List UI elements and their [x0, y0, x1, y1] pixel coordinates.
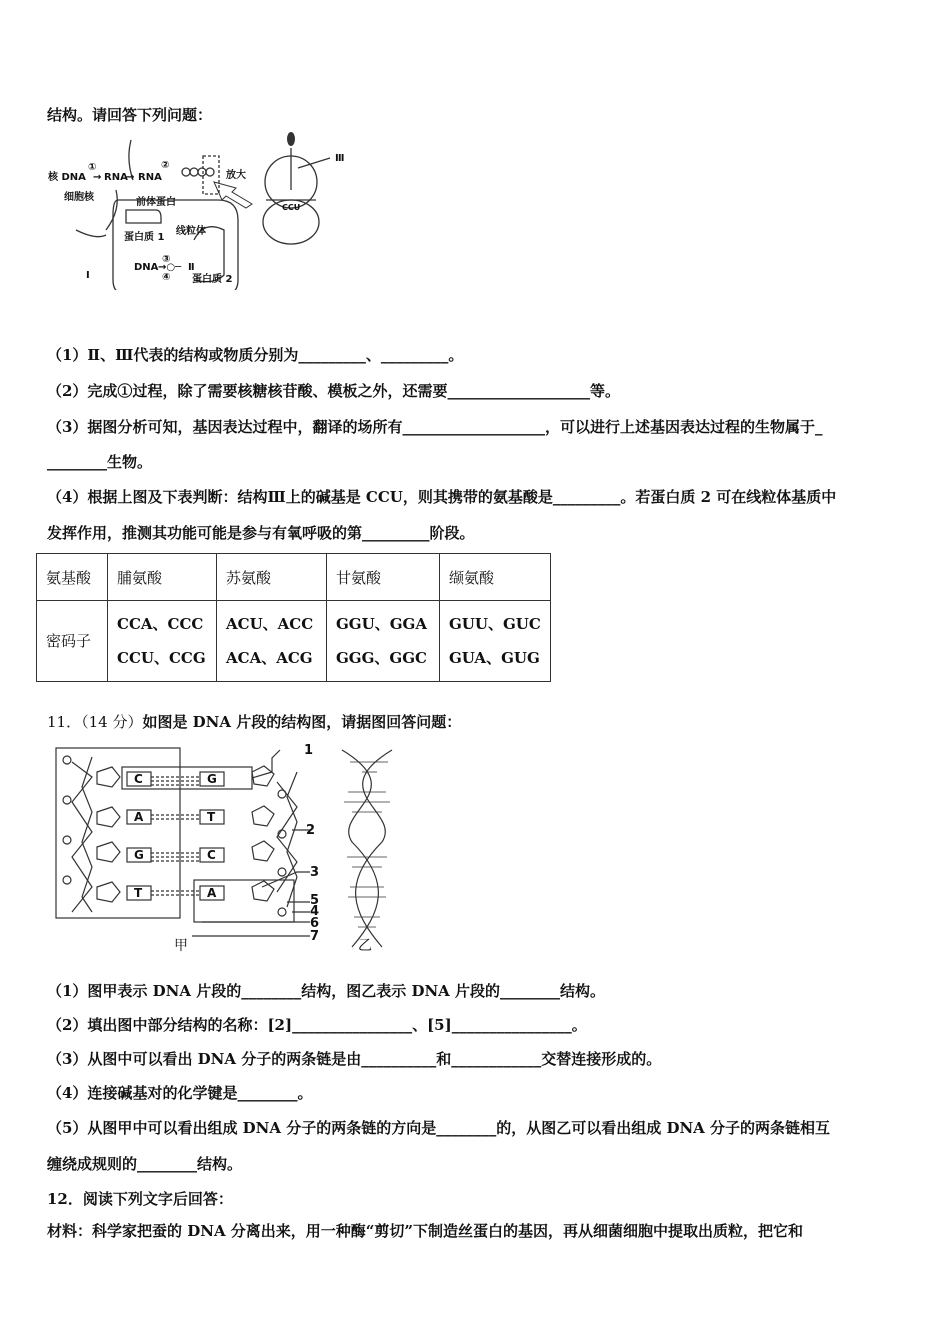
- q11-line-3: （3）从图中可以看出 DNA 分子的两条链是由__________和____________交替连接形成的。: [47, 1050, 662, 1068]
- base-right: G: [207, 772, 217, 786]
- q11-title: 11．（14 分）如图是 DNA 片段的结构图，请据图回答问题：: [47, 713, 462, 731]
- table-header: 脯氨酸: [108, 554, 217, 601]
- gene-expression-figure: [46, 130, 366, 290]
- fig2-label-4: 4: [310, 904, 320, 919]
- q11-line-5: （5）从图甲中可以看出组成 DNA 分子的两条链的方向是________的，从图乙可以看出组成 DNA 分子的两条链相互: [47, 1119, 831, 1137]
- base-right: A: [207, 886, 217, 900]
- fig2-label-jia: 甲: [174, 938, 188, 954]
- fig1-step1: ①: [88, 162, 97, 173]
- q10-line-2: （2）完成①过程，除了需要核糖核苷酸、模板之外，还需要___________________等。: [47, 382, 620, 400]
- fig1-mitochondrion: 线粒体: [176, 226, 206, 237]
- table-cell: CCA、CCC CCU、CCG: [108, 601, 217, 682]
- fig2-label-5: 5: [310, 893, 320, 908]
- base-right: T: [207, 810, 216, 824]
- q11-line-6: 缠绕成规则的________结构。: [47, 1155, 243, 1173]
- table-row-label: 密码子: [37, 601, 108, 682]
- base-left: G: [134, 848, 144, 862]
- fig2-label-7: 7: [310, 929, 320, 944]
- fig2-label-3: 3: [310, 865, 320, 880]
- codon-table: [36, 553, 551, 682]
- table-header: 苏氨酸: [217, 554, 327, 601]
- svg-text:→: →: [126, 172, 135, 183]
- table-header: 氨基酸: [37, 554, 108, 601]
- fig2-label-1: 1: [304, 743, 314, 758]
- fig2-label-2: 2: [306, 823, 316, 838]
- table-header: 甘氨酸: [327, 554, 440, 601]
- fig1-precursor: 前体蛋白: [136, 197, 176, 208]
- q10-line-3: （3）据图分析可知，基因表达过程中，翻译的场所有___________________，可以进行上述基因表达过程的生物属于_: [47, 418, 823, 436]
- fig1-dna: DNA: [134, 262, 159, 273]
- q10-line-5: （4）根据上图及下表判断：结构Ⅲ上的碱基是 CCU，则其携带的氨基酸是_________。若蛋白质 2 可在线粒体基质中: [47, 488, 837, 506]
- fig1-rna1: RNA: [104, 172, 128, 183]
- dna-structure-figure: [52, 742, 422, 954]
- base-left: T: [134, 886, 143, 900]
- base-right: C: [207, 848, 216, 862]
- fig1-protein2: 蛋白质 2: [192, 274, 233, 285]
- q12-material: 材料：科学家把蚕的 DNA 分离出来，用一种酶“剪切”下制造丝蛋白的基因，再从细菌细胞中提取出质粒，把它和: [47, 1222, 804, 1240]
- fig1-step3: ③: [162, 254, 171, 265]
- fig1-label-II: Ⅱ: [188, 262, 195, 273]
- table-header: 缬氨酸: [440, 554, 551, 601]
- fig1-step4: ④: [162, 272, 171, 283]
- fig1-rna2: RNA: [138, 172, 162, 183]
- q11-line-4: （4）连接碱基对的化学键是________。: [47, 1084, 313, 1102]
- q10-line-4: ________生物。: [47, 453, 153, 471]
- fig1-label-III: Ⅲ: [335, 153, 345, 164]
- table-cell: ACU、ACC ACA、ACG: [217, 601, 327, 682]
- fig2-label-yi: 乙: [358, 938, 372, 954]
- fig1-label-I: Ⅰ: [86, 270, 90, 281]
- fig1-ccu: CCU: [282, 203, 301, 212]
- svg-text:→○─: →○─: [158, 262, 182, 273]
- fig1-protein1: 蛋白质 1: [124, 232, 165, 243]
- fig2-label-6: 6: [310, 916, 320, 931]
- q10-line-6: 发挥作用，推测其功能可能是参与有氧呼吸的第_________阶段。: [47, 524, 475, 542]
- base-left: C: [134, 772, 143, 786]
- intro-text: 结构。请回答下列问题：: [47, 106, 213, 124]
- svg-text:→: →: [93, 172, 102, 183]
- q11-line-1: （1）图甲表示 DNA 片段的________结构，图乙表示 DNA 片段的________结构。: [47, 982, 606, 1000]
- q10-line-1: （1）Ⅱ、Ⅲ代表的结构或物质分别为_________、_________。: [47, 346, 464, 364]
- fig1-step2: ②: [161, 160, 170, 171]
- fig1-nucleus: 细胞核: [64, 192, 94, 203]
- table-cell: GUU、GUC GUA、GUG: [440, 601, 551, 682]
- fig1-nuclear-dna: 核 DNA: [48, 172, 86, 183]
- q12-title: 12．阅读下列文字后回答：: [47, 1190, 233, 1208]
- table-cell: GGU、GGA GGG、GGC: [327, 601, 440, 682]
- base-left: A: [134, 810, 144, 824]
- fig1-zoom: 放大: [226, 170, 246, 181]
- q11-line-2: （2）填出图中部分结构的名称：[2]________________、[5]________________。: [47, 1016, 587, 1034]
